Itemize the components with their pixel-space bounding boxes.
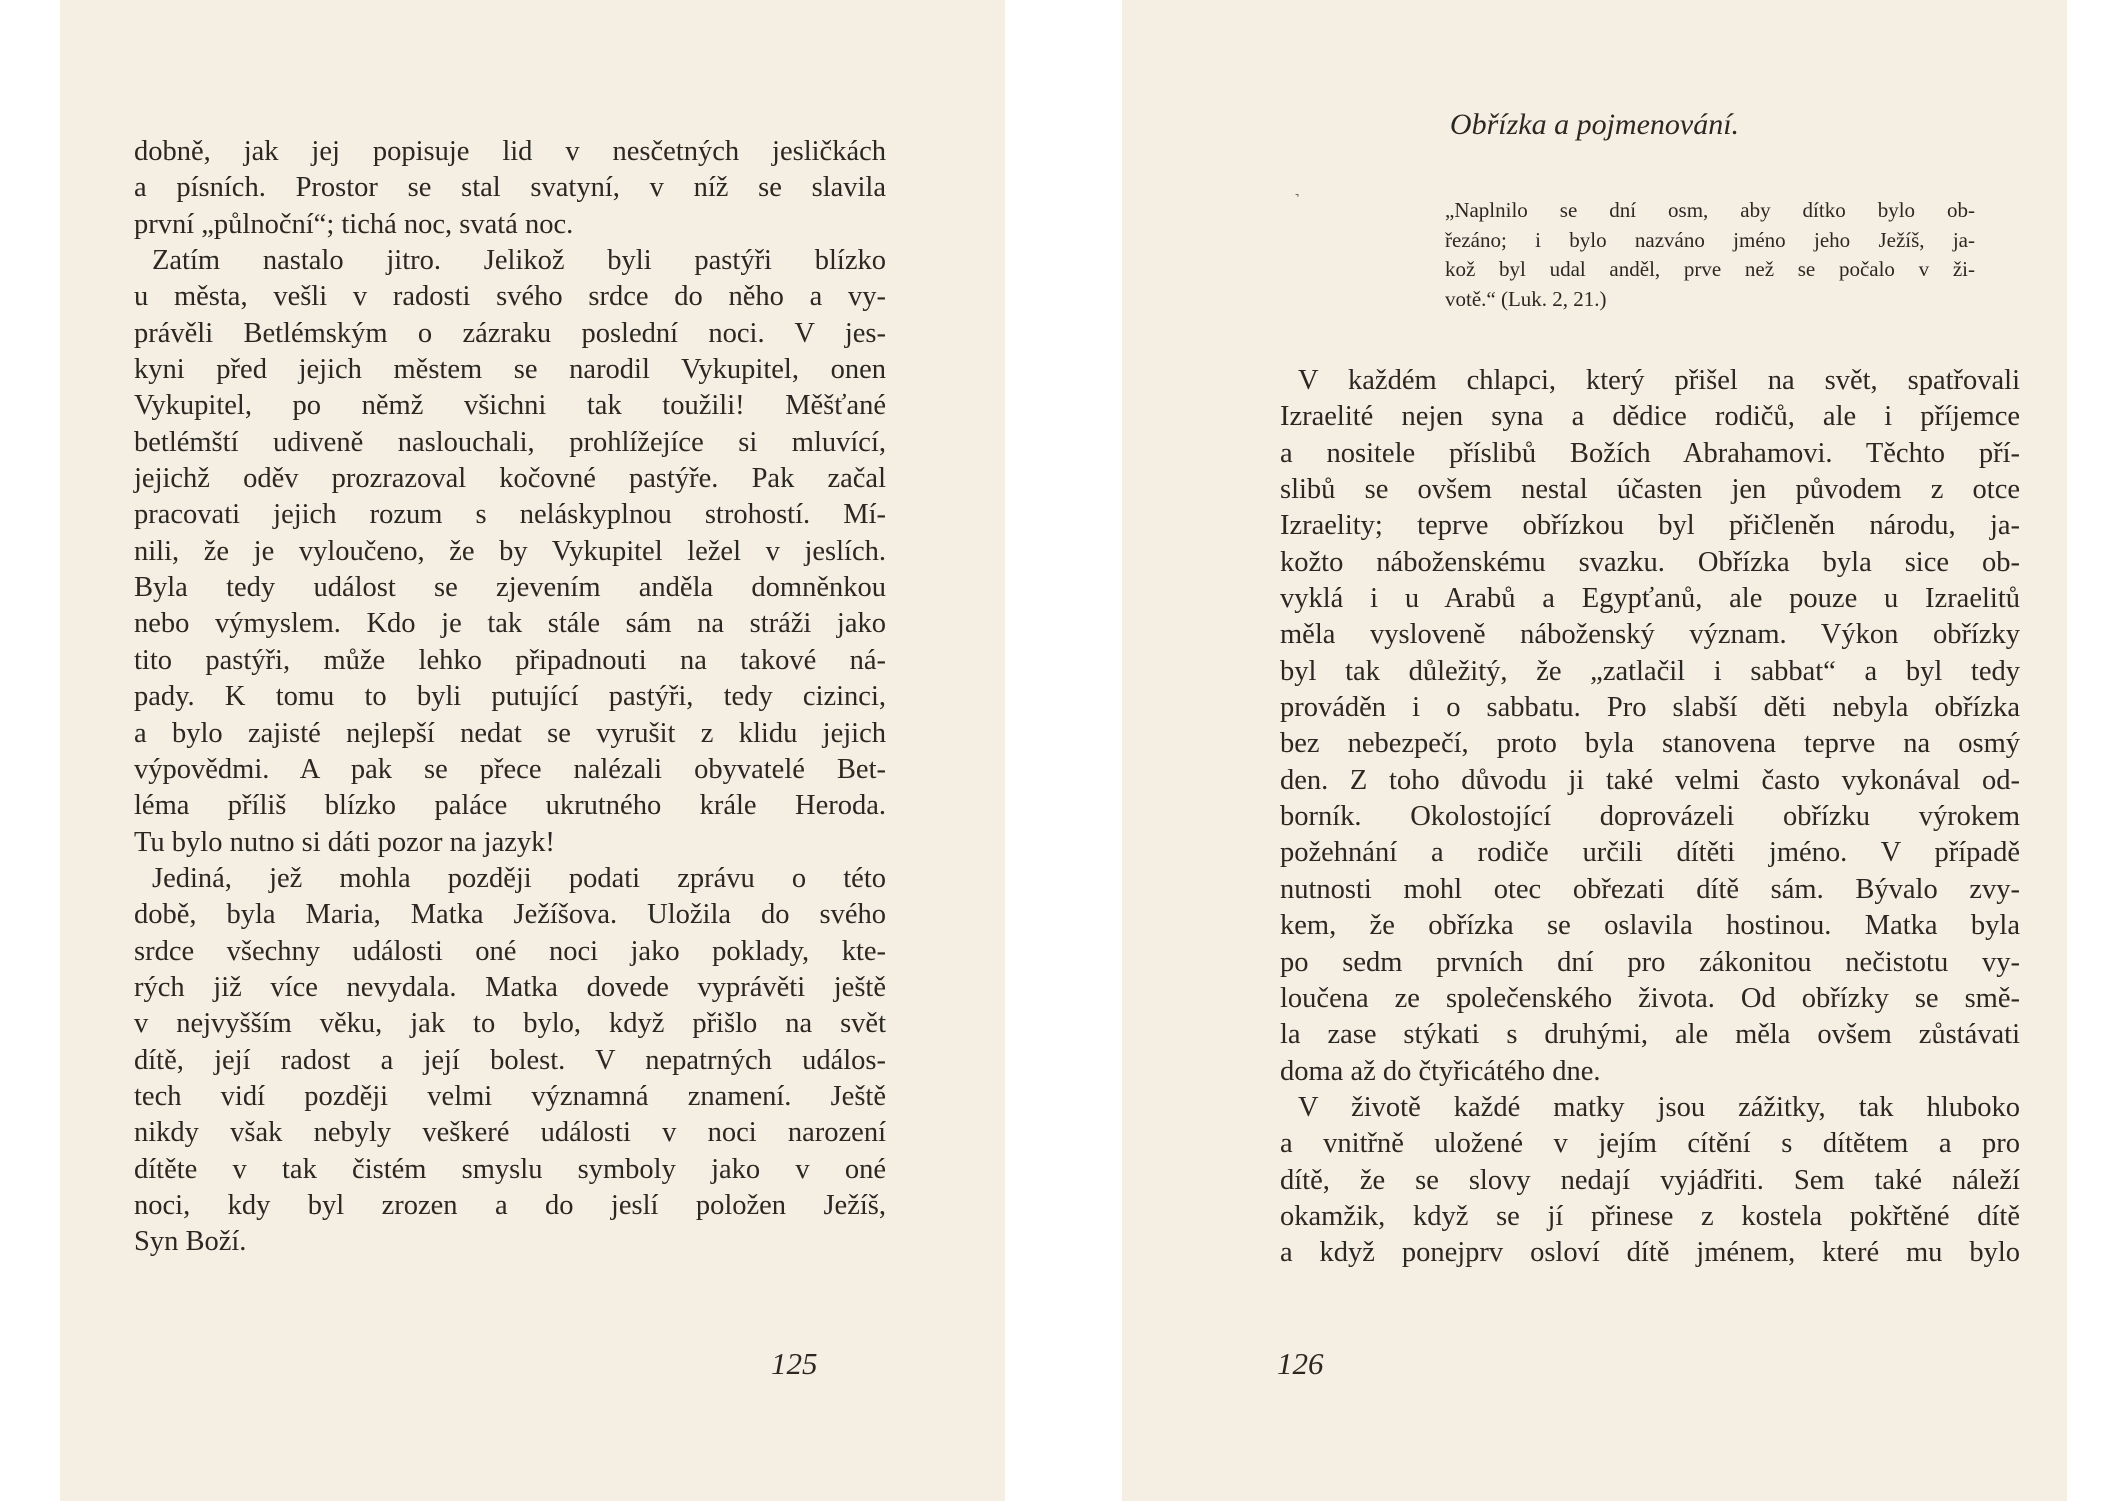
text-line: Byla tedy událost se zjevením anděla domněnkou [134,572,886,604]
text-line: pracovati jejich rozum s neláskyplnou strohostí. Mí- [134,499,886,531]
text-line: rých již více nevydala. Matka dovede vyprávěti ještě [134,971,886,1003]
text-line: Zatím nastalo jitro. Jelikož byli pastýři blízko [152,245,886,277]
text-line: nutnosti mohl otec obřezati dítě sám. Bývalo zvy- [1280,873,2020,905]
text-line: prováděn i o sabbatu. Pro slabší děti nebyla obřízka [1280,692,2020,724]
text-line: měla vysloveně náboženský význam. Výkon obřízky [1280,619,2020,651]
text-line: výpovědmi. A pak se přece nalézali obyvatelé Bet- [134,753,886,785]
text-line: řezáno; i bylo nazváno jméno jeho Ježíš, ja- [1445,227,1975,252]
right-body-text [1280,363,2020,1272]
text-line: a nositele příslibů Božích Abrahamovi. Těchto pří- [1280,437,2020,469]
text-line: dítě, že se slovy nedají vyjádřiti. Sem také náleží [1280,1164,2020,1196]
text-line: Jediná, jež mohla později podati zprávu o této [152,862,886,894]
text-line: srdce všechny události oné noci jako poklady, kte- [134,935,886,967]
text-line: a když ponejprv osloví dítě jménem, které mu bylo [1280,1237,2020,1269]
text-line: bez nebezpečí, proto byla stanovena teprve na osmý [1280,728,2020,760]
text-line: v nejvyšším věku, jak to bylo, když přišlo na svět [134,1008,886,1040]
text-line: „Naplnilo se dní osm, aby dítko bylo ob- [1445,198,1975,222]
text-line: doma až do čtyřicátého dne. [1280,1055,1601,1087]
text-line: po sedm prvních dní pro zákonitou nečistotu vy- [1280,946,2020,978]
text-line: dobně, jak jej popisuje lid v nesčetných jesličkách [134,136,886,167]
text-line: právěli Betlémským o zázraku poslední noci. V jes- [134,317,886,349]
text-line: den. Z toho důvodu ji také velmi často vykonával od- [1280,764,2020,796]
text-line: a vnitřně uložené v jejím cítění s dítětem a pro [1280,1128,2020,1160]
text-line: slibů se ovšem nestal účasten jen původem z otce [1280,474,2020,506]
text-line: nili, že je vyloučeno, že by Vykupitel ležel v jeslích. [134,535,886,567]
text-line: první „půlnoční“; tichá noc, svatá noc. [134,208,574,240]
left-body-text [134,134,886,1261]
text-line: a bylo zajisté nejlepší nedat se vyrušit z klidu jejich [134,717,886,749]
epigraph-quote [1445,196,1975,314]
text-line: tech vidí později velmi významná znamení. Ještě [134,1080,886,1112]
right-page [1122,0,2067,1501]
text-line: borník. Okolostojící doprovázeli obřízku výrokem [1280,801,2020,833]
chapter-header: Obřízka a pojmenování. [1449,108,1740,141]
text-line: kožto náboženskému svazku. Obřízka byla sice ob- [1280,546,2020,578]
text-line: době, byla Maria, Matka Ježíšova. Uložila do svého [134,899,886,931]
text-line: Izraelity; teprve obřízkou byl přičleněn národu, ja- [1280,510,2020,542]
text-line: Syn Boží. [134,1226,247,1258]
text-line: V každém chlapci, který přišel na svět, spatřovali [1298,365,2020,396]
text-line: kyni před jejich městem se narodil Vykupitel, onen [134,354,886,386]
text-line: léma příliš blízko paláce ukrutného krále Heroda. [134,790,886,822]
text-line: a písních. Prostor se stal svatyní, v níž se slavila [134,172,886,204]
text-line: Tu bylo nutno si dáti pozor na jazyk! [134,826,555,858]
text-line: Vykupitel, po němž všichni tak toužili! Měšťané [134,390,886,422]
text-line: tito pastýři, může lehko připadnouti na takové ná- [134,644,886,676]
text-line: byl tak důležitý, že „zatlačil i sabbat“ a byl tedy [1280,655,2020,687]
text-line: u města, vešli v radosti svého srdce do něho a vy- [134,281,886,313]
margin-mark: ˺ [1294,190,1300,210]
text-line: noci, kdy byl zrozen a do jeslí položen Ježíš, [134,1189,886,1221]
text-line: okamžik, když se jí přinese z kostela pokřtěné dítě [1280,1200,2020,1232]
text-line: nebo výmyslem. Kdo je tak stále sám na stráži jako [134,608,886,640]
text-line: betlémští udiveně naslouchali, prohlížejíce si mluvící, [134,426,886,458]
text-line: nikdy však nebyly veškeré události v noci narození [134,1117,886,1149]
page-number-right: 126 [1277,1346,1324,1381]
text-line: Izraelité nejen syna a dědice rodičů, ale i příjemce [1280,401,2020,433]
text-line: požehnání a rodiče určili dítěti jméno. V případě [1280,837,2020,869]
text-line: kem, že obřízka se oslavila hostinou. Matka byla [1280,910,2020,942]
page-number-left: 125 [771,1346,818,1381]
text-line: dítě, její radost a její bolest. V nepatrných událos- [134,1044,886,1076]
text-line: pady. K tomu to byli putující pastýři, tedy cizinci, [134,681,886,713]
text-line: dítěte v tak čistém smyslu symboly jako v oné [134,1153,886,1185]
text-line: jejichž oděv prozrazoval kočovné pastýře. Pak začal [134,463,886,495]
left-page [60,0,1005,1501]
text-line: kož byl udal anděl, prve než se počalo v ži- [1445,257,1975,281]
text-line: loučena ze společenského života. Od obřízky se smě- [1280,982,2020,1014]
text-line: V životě každé matky jsou zážitky, tak hluboko [1298,1091,2020,1123]
text-line: vyklá i u Arabů a Egypťanů, ale pouze u Izraelitů [1280,583,2020,615]
text-line: votě.“ (Luk. 2, 21.) [1445,286,1607,311]
text-line: la zase stýkati s druhými, ale měla ovšem zůstávati [1280,1019,2020,1051]
